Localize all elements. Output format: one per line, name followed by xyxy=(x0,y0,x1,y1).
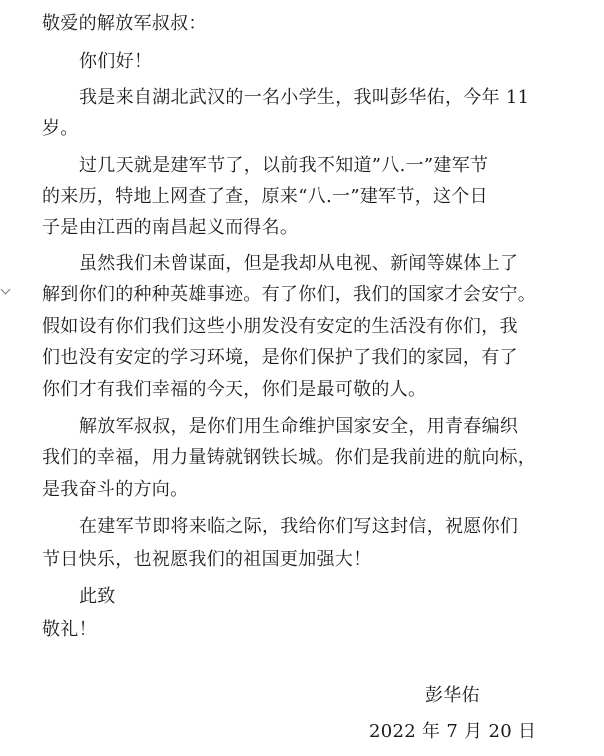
salutation: 敬爱的解放军叔叔： xyxy=(42,13,207,34)
paragraph-4-line-2: 我们的幸福，用力量铸就钢铁长城。你们是我前进的航向标， xyxy=(42,447,537,468)
closing-line-1: 此致 xyxy=(79,586,116,607)
paragraph-2-line-2: 的来历，特地上网查了查，原来“八.一”建军节，这个日 xyxy=(42,186,488,207)
paragraph-3-line-3: 假如设有你们我们这些小朋发没有安定的生活没有你们，我 xyxy=(42,316,518,337)
paragraph-2-line-1: 过几天就是建军节了，以前我不知道”八.一”建军节 xyxy=(79,155,489,176)
signature: 彭华佑 xyxy=(425,685,480,706)
closing-line-2: 敬礼！ xyxy=(42,619,97,640)
paragraph-5-line-1: 在建军节即将来临之际，我给你们写这封信，祝愿你们 xyxy=(79,516,519,537)
paragraph-3-line-1: 虽然我们未曾谋面，但是我却从电视、新闻等媒体上了 xyxy=(79,253,519,274)
greeting: 你们好！ xyxy=(79,51,153,72)
paragraph-4-line-3: 是我奋斗的方向。 xyxy=(42,479,189,500)
paragraph-5-line-2: 节日快乐，也祝愿我们的祖国更加强大！ xyxy=(42,549,372,570)
paragraph-3-line-5: 你们才有我们幸福的今天，你们是最可敬的人。 xyxy=(42,379,427,400)
margin-marker-icon xyxy=(1,285,11,295)
paragraph-3-line-4: 们也没有安定的学习环境，是你们保护了我们的家园，有了 xyxy=(42,347,518,368)
letter-date: 2022 年 7 月 20 日 xyxy=(369,721,537,742)
paragraph-1-line-1: 我是来自湖北武汉的一名小学生，我叫彭华佑，今年 11 xyxy=(79,87,530,108)
paragraph-4-line-1: 解放军叔叔，是你们用生命维护国家安全，用青春编织 xyxy=(79,416,519,437)
paragraph-2-line-3: 子是由江西的南昌起义而得名。 xyxy=(42,217,299,238)
paragraph-3-line-2: 解到你们的种种英雄事迹。有了你们，我们的国家才会安宁。 xyxy=(42,284,537,305)
paragraph-1-line-2: 岁。 xyxy=(42,118,79,139)
